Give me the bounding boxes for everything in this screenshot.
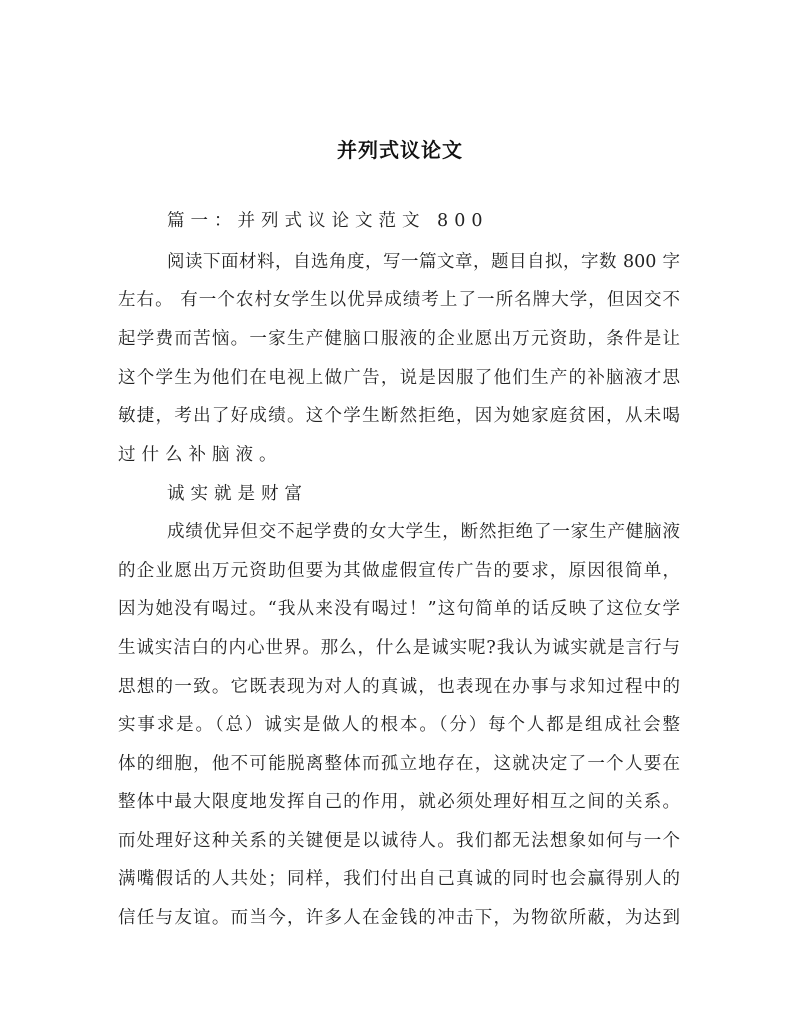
- paragraph-line: 过什么补脑液。: [118, 445, 283, 465]
- paragraph-line: 这个学生为他们在电视上做广告，说是因服了他们生产的补脑液才思: [118, 368, 680, 388]
- paragraph-line: 因为她没有喝过。“我从来没有喝过！”这句简单的话反映了这位女学: [118, 599, 680, 619]
- essay-title: 诚实就是财富: [167, 484, 308, 504]
- paragraph-line: 的企业愿出万元资助但要为其做虚假宣传广告的要求，原因很简单，: [118, 561, 680, 581]
- paragraph-line: 而处理好这种关系的关键便是以诚待人。我们都无法想象如何与一个: [118, 831, 680, 851]
- document-title: 并列式议论文: [337, 138, 463, 162]
- paragraph-line: 体的细胞，他不可能脱离整体而孤立地存在，这就决定了一个人要在: [118, 754, 680, 774]
- paragraph-line: 成绩优异但交不起学费的女大学生，断然拒绝了一家生产健脑液: [167, 522, 680, 542]
- paragraph-line: 实事求是。（总）诚实是做人的根本。（分）每个人都是组成社会整: [118, 715, 680, 735]
- paragraph-line: 阅读下面材料，自选角度，写一篇文章，题目自拟，字数 800 字: [167, 252, 680, 272]
- paragraph-line: 信任与友谊。而当今，许多人在金钱的冲击下，为物欲所蔽，为达到: [118, 908, 680, 928]
- paragraph-line: 起学费而苦恼。一家生产健脑口服液的企业愿出万元资助，条件是让: [118, 329, 680, 349]
- paragraph-line: 左右。 有一个农村女学生以优异成绩考上了一所名牌大学，但因交不: [118, 290, 680, 310]
- paragraph-line: 满嘴假话的人共处；同样，我们付出自己真诚的同时也会赢得别人的: [118, 869, 680, 889]
- section-heading: 篇一：并列式议论文范文 800: [167, 211, 489, 231]
- paragraph-line: 生诚实洁白的内心世界。那么，什么是诚实呢?我认为诚实就是言行与: [118, 638, 680, 658]
- paragraph-line: 思想的一致。它既表现为对人的真诚，也表现在办事与求知过程中的: [118, 677, 680, 697]
- paragraph-line: 敏捷，考出了好成绩。这个学生断然拒绝，因为她家庭贫困，从未喝: [118, 406, 680, 426]
- paragraph-line: 整体中最大限度地发挥自己的作用，就必须处理好相互之间的关系。: [118, 792, 680, 812]
